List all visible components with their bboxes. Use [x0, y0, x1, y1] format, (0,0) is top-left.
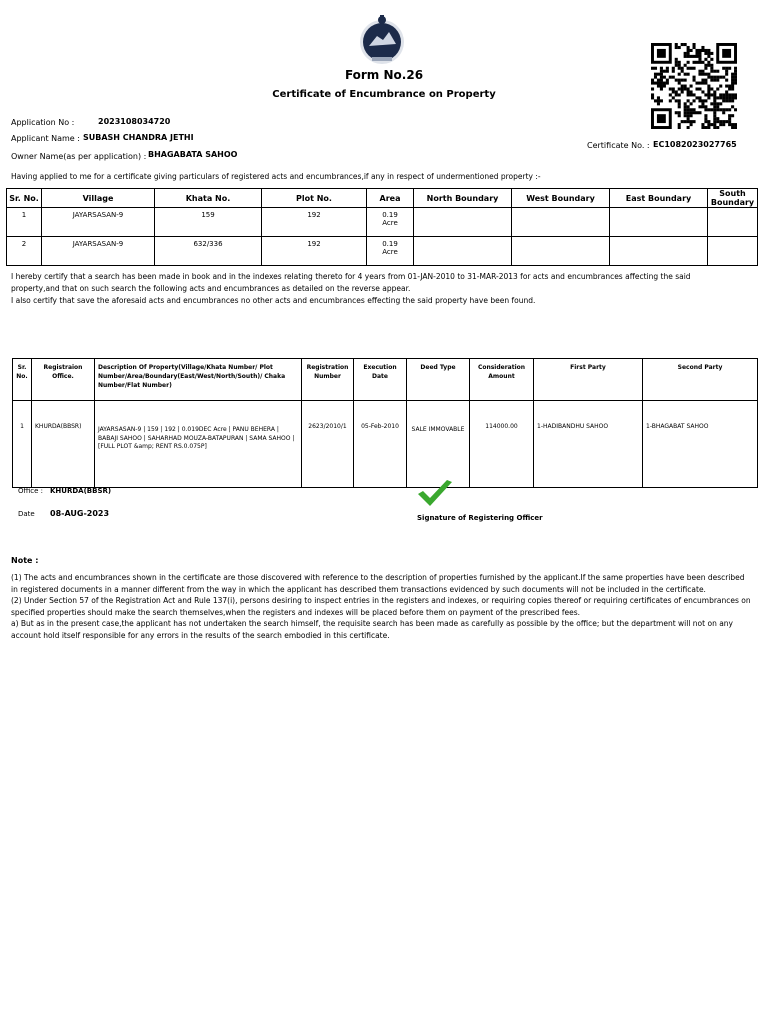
- column-header: West Boundary: [512, 189, 610, 208]
- column-header: First Party: [534, 359, 643, 401]
- cell-sr: 1: [13, 401, 32, 488]
- column-header: Deed Type: [407, 359, 470, 401]
- column-header: Second Party: [643, 359, 758, 401]
- cell-sr: 1: [7, 208, 42, 237]
- application-no-label: Application No :: [11, 118, 75, 127]
- cell-village: JAYARSASAN-9: [42, 208, 155, 237]
- cell-east: [610, 208, 708, 237]
- cell-area: [367, 237, 414, 266]
- area-value: 0.19: [382, 211, 398, 219]
- cell-reg-no: 2623/2010/1: [302, 401, 354, 488]
- application-no-value: 2023108034720: [98, 117, 171, 126]
- cell-exec-date: 05-Feb-2010: [354, 401, 407, 488]
- cell-khata: 159: [155, 208, 262, 237]
- column-header: East Boundary: [610, 189, 708, 208]
- note-title: Note :: [11, 556, 39, 565]
- property-table-header: [7, 189, 758, 208]
- cell-north: [414, 208, 512, 237]
- cell-office: KHURDA(BBSR): [32, 401, 95, 488]
- cell-first-party: 1-HADIBANDHU SAHOO: [534, 401, 643, 488]
- certification-text: [11, 271, 751, 307]
- state-emblem-icon: [357, 12, 407, 66]
- certificate-title: Certificate of Encumbrance on Property: [272, 89, 496, 100]
- table-row: [7, 208, 758, 237]
- cell-west: [512, 237, 610, 266]
- cell-north: [414, 237, 512, 266]
- notes-block: [11, 572, 751, 641]
- applicant-name-label: Applicant Name :: [11, 134, 80, 143]
- column-header: Execution Date: [354, 359, 407, 401]
- cell-description: JAYARSASAN-9 | 159 | 192 | 0.019DEC Acre | PANU BEHERA | BABAJI SAHOO | SAHARHAD MOUZA-BATAPURAN | SAMA SAHOO | [FULL PLOT &amp; RENT RS.0.075P]: [95, 401, 302, 488]
- column-header: Khata No.: [155, 189, 262, 208]
- cell-sr: 2: [7, 237, 42, 266]
- cell-east: [610, 237, 708, 266]
- cell-west: [512, 208, 610, 237]
- owner-name-label: Owner Name(as per application) :: [11, 152, 147, 161]
- deed-table: [12, 358, 758, 488]
- column-header: South Boundary: [708, 189, 758, 208]
- certificate-no-label: Certificate No. :: [587, 141, 650, 150]
- cell-area: [367, 208, 414, 237]
- cell-consideration: 114000.00: [470, 401, 534, 488]
- certify-line-1: I hereby certify that a search has been made in book and in the indexes relating thereto for 4 years from 01-JAN-2010 to 31-MAR-2013 for acts and encumbrances affecting the said: [11, 272, 691, 281]
- note-item: (1) The acts and encumbrances shown in the certificate are those discovered with reference to the description of properties furnished by the applicant.If the same properties have been described in registered documents in a manner different from the way in which the applicant has described them transactions evidenced by such documents will not be included in the certificate.: [11, 573, 745, 594]
- table-row: [7, 237, 758, 266]
- office-label: Office :: [18, 487, 44, 495]
- certificate-no-value: EC1082023027765: [653, 140, 737, 149]
- note-item: (2) Under Section 57 of the Registration Act and Rule 137(i), persons desiring to inspect entries in the registers and indexes, or requiring copies thereof or requiring certificates of encumbrances on specified properties should make the search themselves,when the registers and indexes will be placed before them on payment of the prescribed fees.: [11, 596, 751, 617]
- cell-south: [708, 208, 758, 237]
- column-header: Sr. No.: [13, 359, 32, 401]
- certify-line-2: property,and that on such search the following acts and encumbrances as detailed on the reverse appear.: [11, 284, 411, 293]
- office-value: KHURDA(BBSR): [50, 487, 112, 495]
- cell-south: [708, 237, 758, 266]
- table-row: [13, 401, 758, 488]
- column-header: North Boundary: [414, 189, 512, 208]
- certify-line-3: I also certify that save the aforesaid acts and encumbrances no other acts and encumbrances effecting the said property have been found.: [11, 296, 536, 305]
- cell-khata: 632/336: [155, 237, 262, 266]
- area-unit: Acre: [382, 219, 398, 227]
- intro-text: Having applied to me for a certificate giving particulars of registered acts and encumbrances,if any in respect of undermentioned property :-: [11, 172, 541, 181]
- column-header: Description Of Property(Village/Khata Number/ Plot Number/Area/Boundary(East/West/North/South)/ Chaka Number/Flat Number): [95, 359, 302, 401]
- column-header: Registration Number: [302, 359, 354, 401]
- column-header: Area: [367, 189, 414, 208]
- cell-deed-type: SALE IMMOVABLE: [407, 401, 470, 488]
- cell-plot: 192: [262, 208, 367, 237]
- column-header: Consideration Amount: [470, 359, 534, 401]
- property-table: [6, 188, 758, 266]
- signature-label: Signature of Registering Officer: [417, 514, 543, 522]
- note-item: a) But as in the present case,the applicant has not undertaken the search himself, the requisite search has been made as carefully as possible by the office; but the department will not on any account hold itself responsible for any errors in the results of the search embodied in this certificate.: [11, 619, 733, 640]
- cell-village: JAYARSASAN-9: [42, 237, 155, 266]
- form-number: Form No.26: [344, 68, 424, 82]
- cell-plot: 192: [262, 237, 367, 266]
- applicant-name-value: SUBASH CHANDRA JETHI: [83, 133, 194, 142]
- column-header: Sr. No.: [7, 189, 42, 208]
- column-header: Plot No.: [262, 189, 367, 208]
- deed-table-header: [13, 359, 758, 401]
- column-header: Registraion Office.: [32, 359, 95, 401]
- area-value: 0.19: [382, 240, 398, 248]
- qr-code-icon: [651, 43, 737, 129]
- cell-second-party: 1-BHAGABAT SAHOO: [643, 401, 758, 488]
- owner-name-value: BHAGABATA SAHOO: [148, 150, 238, 159]
- checkmark-icon: [417, 479, 453, 509]
- date-value: 08-AUG-2023: [50, 509, 110, 518]
- area-unit: Acre: [382, 248, 398, 256]
- column-header: Village: [42, 189, 155, 208]
- date-label: Date: [18, 510, 35, 518]
